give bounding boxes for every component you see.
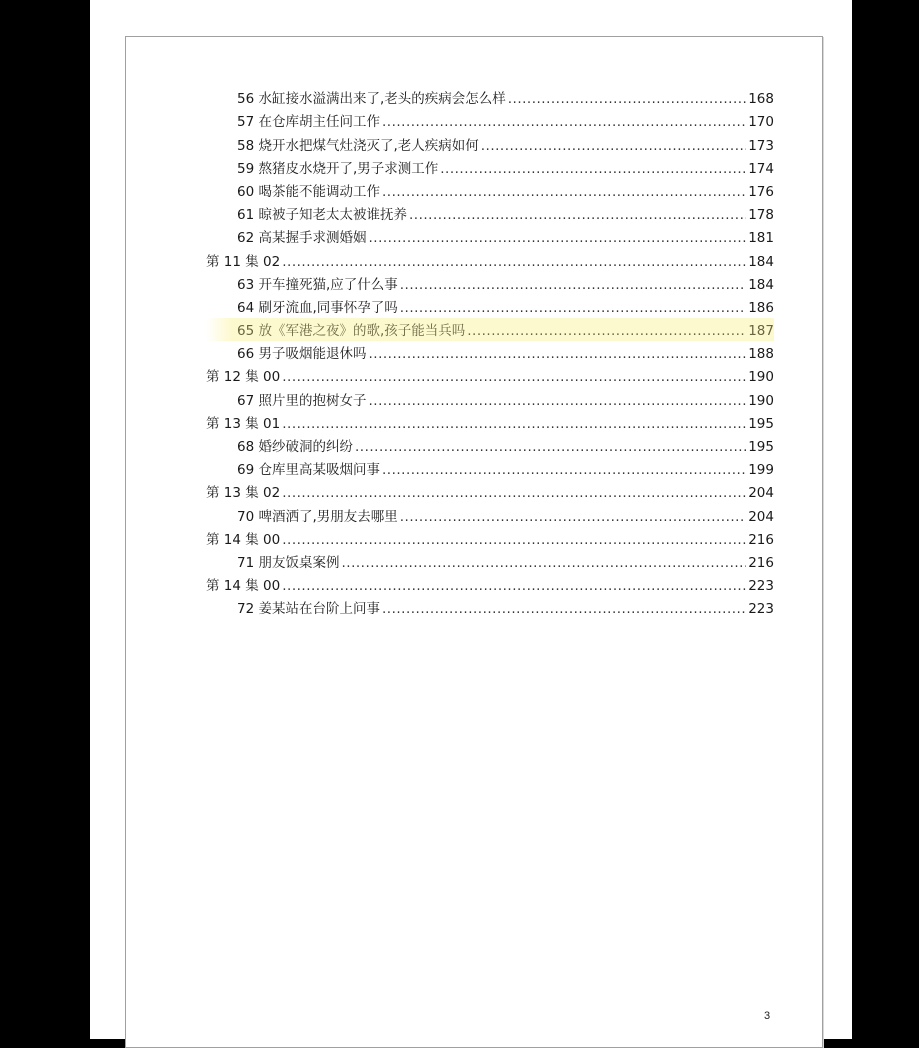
toc-entry-page-number: 195 [748, 415, 774, 432]
toc-chapter-entry[interactable] [206, 225, 774, 248]
toc-entry-page-number: 190 [748, 392, 774, 409]
toc-entry-title: 57 在仓库胡主任问工作 [237, 114, 380, 131]
toc-section-entry[interactable] [206, 364, 774, 387]
toc-entry-title: 60 喝茶能不能调动工作 [237, 183, 380, 200]
toc-entry-page-number: 223 [748, 578, 774, 595]
toc-dot-leader [467, 324, 746, 341]
toc-dot-leader [400, 301, 746, 318]
toc-chapter-entry[interactable] [206, 550, 774, 573]
toc-entry-title: 61 晾被子知老太太被谁抚养 [237, 207, 407, 224]
toc-dot-leader [382, 463, 746, 480]
toc-entry-title: 第 13 集 01 [206, 415, 281, 432]
toc-dot-leader [400, 278, 746, 295]
toc-entry-page-number: 168 [748, 91, 774, 108]
toc-entry-page-number: 184 [748, 276, 774, 293]
toc-dot-leader [282, 370, 746, 387]
toc-dot-leader [282, 417, 746, 434]
toc-dot-leader [382, 602, 746, 619]
toc-entry-title: 58 烧开水把煤气灶浇灭了,老人疾病如何 [237, 137, 479, 154]
toc-entry-page-number: 216 [748, 531, 774, 548]
toc-dot-leader [409, 208, 746, 225]
toc-entry-page-number: 186 [748, 299, 774, 316]
toc-entry-page-number: 190 [748, 369, 774, 386]
toc-chapter-entry[interactable] [206, 109, 774, 132]
toc-section-entry[interactable] [206, 573, 774, 596]
page-number: 3 [764, 1010, 771, 1022]
toc-chapter-entry[interactable] [206, 503, 774, 526]
toc-entry-page-number: 188 [748, 346, 774, 363]
toc-entry-page-number: 204 [748, 485, 774, 502]
toc-entry-page-number: 173 [748, 137, 774, 154]
toc-chapter-entry[interactable] [206, 132, 774, 155]
toc-entry-title: 71 朋友饭桌案例 [237, 554, 340, 571]
toc-dot-leader [282, 255, 746, 272]
toc-entry-page-number: 184 [748, 253, 774, 270]
toc-chapter-entry[interactable] [206, 318, 774, 341]
toc-chapter-entry[interactable] [206, 434, 774, 457]
toc-dot-leader [368, 231, 746, 248]
toc-entry-title: 67 照片里的抱树女子 [237, 392, 367, 409]
toc-entry-page-number: 174 [748, 160, 774, 177]
toc-entry-title: 第 13 集 02 [206, 485, 281, 502]
toc-dot-leader [400, 510, 746, 527]
toc-chapter-entry[interactable] [206, 156, 774, 179]
toc-entry-title: 64 刷牙流血,同事怀孕了吗 [237, 299, 398, 316]
toc-entry-title: 72 姜某站在台阶上问事 [237, 601, 380, 618]
toc-section-entry[interactable] [206, 248, 774, 271]
toc-entry-page-number: 204 [748, 508, 774, 525]
toc-dot-leader [508, 92, 746, 109]
toc-entry-page-number: 223 [748, 601, 774, 618]
toc-entry-title: 66 男子吸烟能退休吗 [237, 346, 367, 363]
table-of-contents [206, 86, 774, 619]
toc-dot-leader [382, 185, 746, 202]
toc-chapter-entry[interactable] [206, 295, 774, 318]
toc-dot-leader [282, 486, 746, 503]
toc-entry-page-number: 181 [748, 230, 774, 247]
toc-entry-page-number: 187 [748, 323, 774, 340]
toc-chapter-entry[interactable] [206, 272, 774, 295]
toc-entry-title: 69 仓库里高某吸烟问事 [237, 462, 380, 479]
toc-chapter-entry[interactable] [206, 457, 774, 480]
toc-chapter-entry[interactable] [206, 387, 774, 410]
toc-chapter-entry[interactable] [206, 596, 774, 619]
toc-entry-title: 63 开车撞死猫,应了什么事 [237, 276, 398, 293]
toc-entry-title: 70 啤酒洒了,男朋友去哪里 [237, 508, 398, 525]
toc-dot-leader [440, 162, 746, 179]
toc-entry-title: 62 高某握手求测婚姻 [237, 230, 367, 247]
toc-entry-title: 第 11 集 02 [206, 253, 281, 270]
toc-entry-title: 56 水缸接水溢满出来了,老头的疾病会怎么样 [237, 91, 506, 108]
toc-entry-page-number: 199 [748, 462, 774, 479]
toc-entry-page-number: 195 [748, 439, 774, 455]
toc-section-entry[interactable] [206, 411, 774, 434]
toc-entry-page-number: 216 [748, 554, 774, 571]
toc-entry-title: 第 14 集 00 [206, 578, 281, 595]
toc-chapter-entry[interactable] [206, 86, 774, 109]
toc-dot-leader [282, 533, 746, 550]
toc-entry-page-number: 176 [748, 183, 774, 200]
toc-entry-page-number: 178 [748, 207, 774, 224]
toc-entry-title: 65 放《军港之夜》的歌,孩子能当兵吗 [237, 323, 466, 340]
toc-dot-leader [481, 139, 746, 156]
toc-chapter-entry[interactable] [206, 179, 774, 202]
toc-section-entry[interactable] [206, 480, 774, 503]
toc-chapter-entry[interactable] [206, 341, 774, 364]
toc-dot-leader [282, 579, 746, 596]
toc-dot-leader [355, 440, 746, 457]
toc-dot-leader [341, 556, 746, 573]
toc-entry-page-number: 170 [748, 114, 774, 131]
toc-dot-leader [368, 347, 746, 364]
toc-chapter-entry[interactable] [206, 202, 774, 225]
toc-entry-title: 68 婚纱破洞的纠纷 [237, 439, 353, 455]
toc-entry-title: 第 12 集 00 [206, 369, 281, 386]
toc-dot-leader [368, 394, 746, 411]
toc-entry-title: 59 熬猪皮水烧开了,男子求测工作 [237, 160, 439, 177]
toc-section-entry[interactable] [206, 527, 774, 550]
toc-entry-title: 第 14 集 00 [206, 531, 281, 548]
toc-dot-leader [382, 115, 746, 132]
